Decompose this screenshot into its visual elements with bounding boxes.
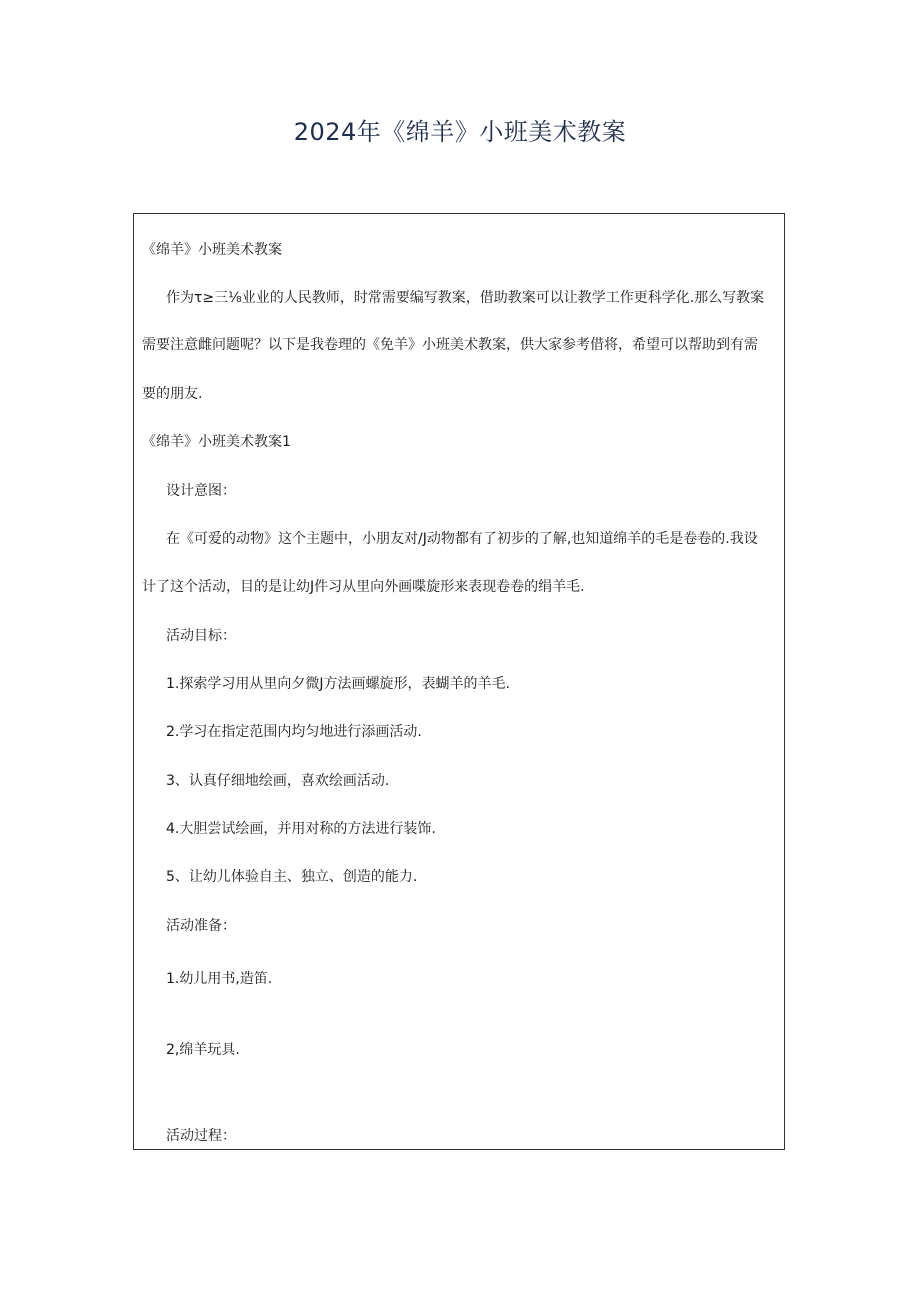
list-item: 1.探索学习用从里向夕微J方法画螺旋形，表蝴羊的羊毛. (166, 676, 510, 692)
section-heading: 《绵羊》小班美术教案 (142, 242, 282, 258)
list-item: 2,绵羊玩具. (166, 1042, 240, 1058)
paragraph-line: 活动目标： (166, 628, 236, 644)
paragraph-line: 设计意图： (166, 483, 236, 499)
list-item: 4.大胆尝试绘画，并用对称的方法进行装饰. (166, 821, 436, 837)
paragraph-line: 活动过程： (166, 1128, 236, 1144)
paragraph-line: 要的朋友. (142, 386, 203, 402)
section-heading: 《绵羊》小班美术教案1 (142, 434, 291, 450)
list-item: 1.幼儿用书,造笛. (166, 971, 273, 987)
list-item: 2.学习在指定范围内均匀地进行添画活动. (166, 724, 422, 740)
document-title: 2024年《绵羊》小班美术教案 (293, 118, 627, 146)
paragraph-line: 需要注意雌问题呢？以下是我卷理的《免羊》小班美术教案，供大家参考借将，希望可以帮助到有需 (142, 337, 758, 353)
paragraph-line: 计了这个活动，目的是让幼J件习从里向外画喋旋形来表现卷卷的绢羊毛. (142, 579, 585, 595)
paragraph-line: 在《可爱的动物》这个主题中，小朋友对/J动物都有了初步的了解,也知道绵羊的毛是卷卷的.我设 (166, 531, 758, 547)
paragraph-line: 作为τ≥三⅛业业的人民教师，时常需要编写教案，借助教案可以让教学工作更科学化.那么写教案 (166, 290, 765, 306)
list-item: 5、让幼儿体验自主、独立、创造的能力. (166, 869, 418, 885)
paragraph-line: 活动准备： (166, 918, 236, 934)
content-box (133, 213, 785, 1150)
list-item: 3、认真仔细地绘画，喜欢绘画活动. (166, 773, 390, 789)
